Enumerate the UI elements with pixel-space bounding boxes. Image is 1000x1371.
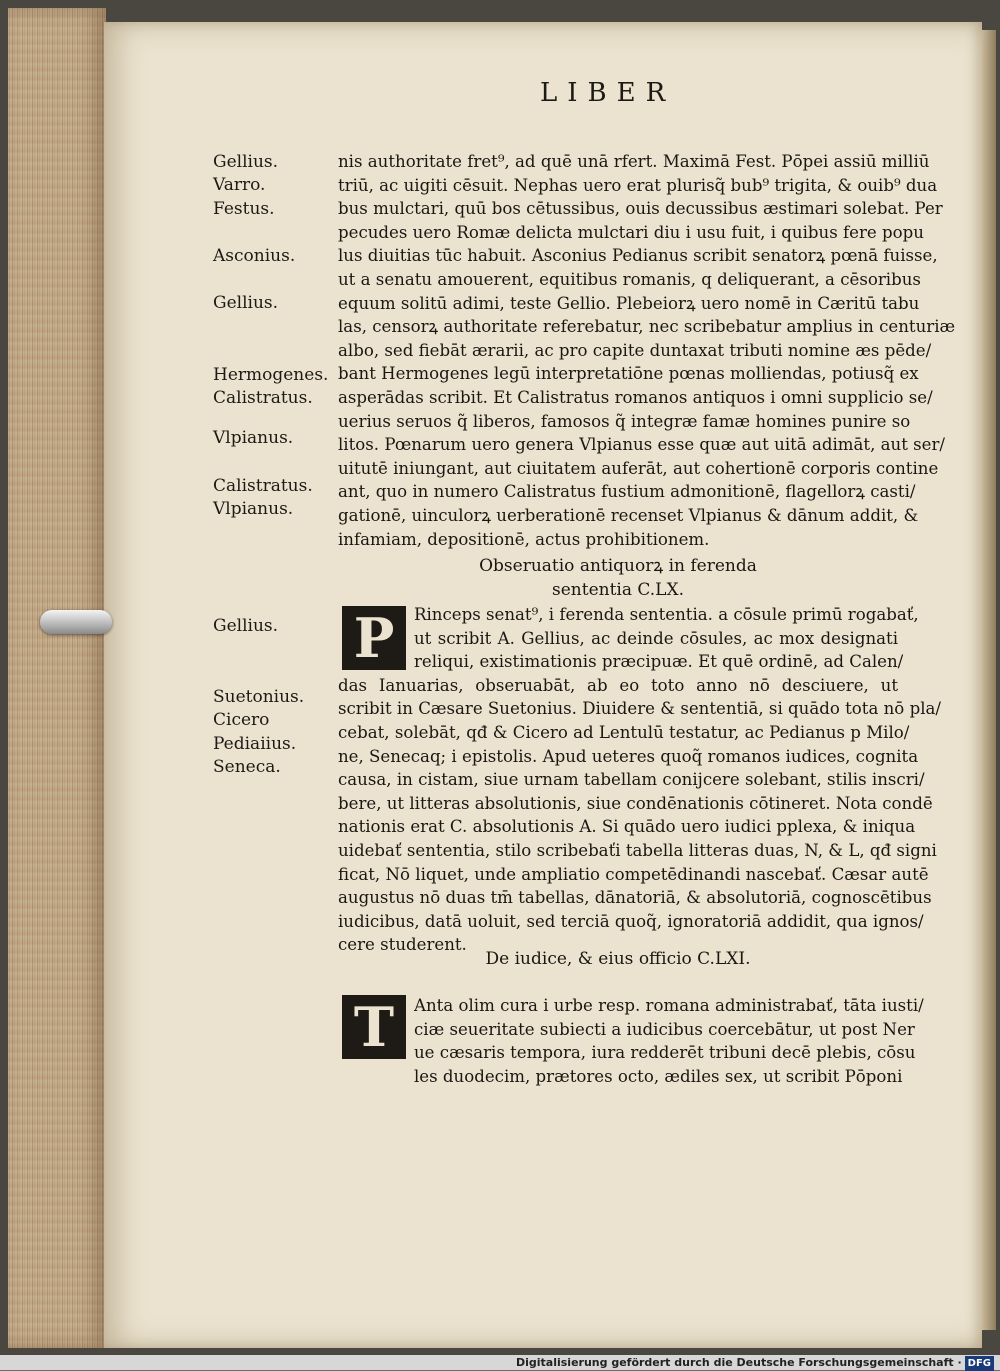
text-line: infamiam, depositionē, actus prohibitionem.	[338, 529, 710, 549]
text-line: cebat, solebāt, qđ & Cicero ad Lentulū testatur, ac Pedianus p Milo/	[338, 722, 910, 742]
margin-note: Vlpianus.	[213, 428, 294, 448]
text-line: les duodecim, prætores octo, ædiles sex, ut scribit Pōponi	[414, 1066, 903, 1086]
text-line: ant, quo in numero Calistratus fustium admonitionē, flagellorꝝ casti/	[338, 482, 916, 502]
text-line: equum solitū adimi, teste Gellio. Plebeiorꝝ uero nomē in Cæritū tabu	[338, 293, 920, 313]
text-line: iudicibus, datā uoluit, sed terciā quoq̃, ignoratoriā addidit, qua ignos/	[338, 911, 924, 931]
text-line: uidebať sententia, stilo scribebaťi tabella litteras duas, N, & L, qđ signi	[338, 840, 937, 860]
margin-note: Suetonius.	[213, 687, 305, 707]
section-heading-1a: Obseruatio antiquorꝝ in ferenda	[479, 556, 757, 576]
text-line: albo, sed fiebāt ærarii, ac pro capite duntaxat tributi nomine æs pēde/	[338, 340, 932, 360]
margin-note: Hermogenes.	[213, 365, 329, 385]
text-line: ciæ seueritate subiecti a iudicibus coercebātur, ut post Ner	[414, 1019, 915, 1039]
page-edges	[8, 8, 106, 1348]
text-line: gationē, uinculorꝝ uerberationē recenset Vlpianus & dānum addit, &	[338, 505, 919, 525]
dfg-logo: DFG	[965, 1356, 994, 1371]
page-clip	[40, 610, 112, 634]
margin-note: Festus.	[213, 199, 275, 219]
page-right-edge	[982, 30, 996, 1330]
text-line: triū, ac uigiti cēsuit. Nephas uero erat plurisq̃ bub⁹ trigita, & ouib⁹ dua	[338, 175, 938, 195]
footer-text: Digitalisierung gefördert durch die Deutsche Forschungsgemeinschaft ·	[515, 1356, 962, 1369]
margin-note: Cicero	[213, 710, 270, 730]
text-line: reliqui, existimationis præcipuæ. Et quē ordinē, ad Calen/	[414, 652, 904, 672]
margin-note: Gellius.	[213, 616, 279, 636]
text-block-1	[338, 150, 956, 551]
text-line: ut scribit A. Gellius, ac deinde cōsules, ac mox designati	[414, 628, 898, 648]
margin-note: Calistratus.	[213, 388, 313, 408]
initial-letter: P	[353, 606, 395, 670]
text-line: Anta olim cura i urbe resp. romana administrabať, tāta iusti/	[414, 996, 924, 1015]
text-line: las, censorꝝ authoritate referebatur, nec scribebatur amplius in centuriæ	[338, 317, 956, 337]
text-line: das Ianuarias, obseruabāt, ab eo toto anno nō desciuere, ut	[338, 675, 898, 695]
margin-note: Asconius.	[213, 246, 296, 266]
text-line: cere studerent.	[338, 935, 467, 955]
initial-letter: T	[353, 995, 395, 1059]
text-line: asperādas scribit. Et Calistratus romanos antiquos i omni supplicio se/	[338, 387, 933, 407]
margin-note: Pediaiius.	[213, 734, 297, 754]
funding-footer	[516, 1355, 994, 1370]
text-line: pecudes uero Romæ delicta mulctari diu i usu fuit, i quibus fere popu	[338, 222, 924, 242]
text-block-2	[338, 603, 941, 957]
text-line: lus diuitias tūc habuit. Asconius Pedianus scribit senatorꝝ pœnā fuisse,	[338, 246, 938, 266]
text-line: uerius seruos q̃ liberos, famosos q̃ integræ famæ homines punire so	[338, 411, 911, 431]
text-line: litos. Pœnarum uero genera Vlpianus esse quæ aut uitā adimāt, aut ser/	[338, 435, 946, 455]
margin-note: Calistratus.	[213, 476, 313, 496]
text-line: scribit in Cæsare Suetonius. Diuidere & sententiā, si quādo tota nō pla/	[338, 699, 941, 719]
text-line: ficat, Nō liquet, unde ampliatio competēdinandi nascebať. Cæsar autē	[338, 864, 929, 884]
margin-note: Gellius.	[213, 293, 279, 313]
text-line: bus mulctari, quū bos cētussibus, ouis decussibus æstimari solebat. Per	[338, 199, 943, 219]
text-line: bant Hermogenes legū interpretatiōne pœnas molliendas, potiusq̃ ex	[338, 364, 919, 384]
section-heading-1b: sententia C.LX.	[552, 580, 684, 600]
text-line: bere, ut litteras absolutionis, siue condēnationis cōtineret. Nota condē	[338, 793, 933, 813]
margin-note: Varro.	[213, 175, 266, 195]
text-line: augustus nō duas tm̄ tabellas, dānatoriā, & absolutoriā, cognoscētibus	[338, 888, 932, 908]
text-line: causa, in cistam, siue urnam tabellam conijcere solebant, stilis inscri/	[338, 770, 925, 790]
text-block-3	[338, 994, 924, 1088]
text-line: uitutē iniungant, aut ciuitatem auferāt, aut cohertionē corporis contine	[338, 458, 939, 478]
text-line: ut a senatu amouerent, equitibus romanis, q deliquerant, a cēsoribus	[338, 269, 921, 289]
margin-note: Vlpianus.	[213, 499, 294, 519]
text-line: Rinceps senat⁹, i ferenda sententia. a cōsule primū rogabať,	[414, 605, 919, 624]
text-line: ne, Senecaq; i epistolis. Apud ueteres quoq̃ romanos iudices, cognita	[338, 746, 919, 766]
running-head: LIBER	[540, 78, 676, 108]
margin-note: Seneca.	[213, 757, 281, 777]
section-heading-2: De iudice, & eius officio C.LXI.	[485, 949, 751, 969]
text-line: ue cæsaris tempora, iura redderēt tribuni decē plebis, cōsu	[414, 1043, 916, 1063]
margin-note: Gellius.	[213, 152, 279, 172]
text-line: nis authoritate fret⁹, ad quē unā rfert. Maximā Fest. Pōpei assiū milliū	[338, 152, 930, 171]
text-line: nationis erat C. absolutionis A. Si quādo uero iudici pplexa, & iniqua	[338, 817, 916, 837]
